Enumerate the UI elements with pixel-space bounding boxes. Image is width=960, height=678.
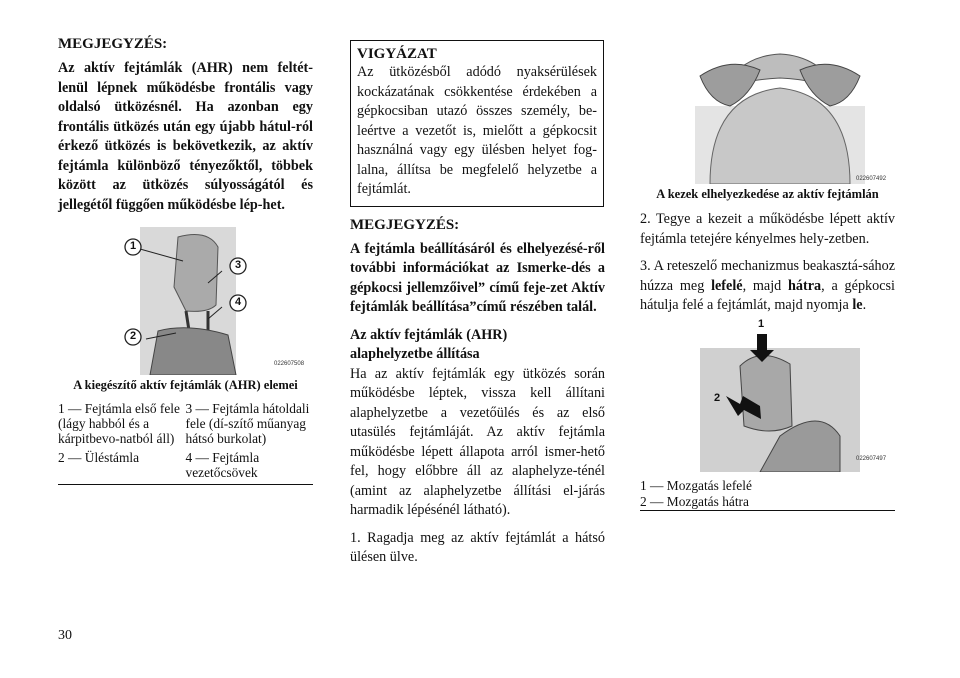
callout-2: 2	[130, 330, 137, 342]
figure-caption: A kiegészítő aktív fejtámlák (AHR) elemei	[73, 378, 298, 392]
legend-item: 1 — Mozgatás lefelé	[640, 477, 752, 493]
legend-item: 2 — Mozgatás hátra	[640, 493, 749, 509]
headrest-components-illustration	[58, 227, 313, 375]
callout-1: 1	[130, 240, 137, 252]
legend-item: 4 — Fejtámla vezetőcsövek	[185, 450, 260, 480]
hands-on-headrest-illustration	[640, 36, 895, 184]
section-heading-line-1: Az aktív fejtámlák (AHR)	[350, 326, 508, 343]
figure-code: 022607497	[856, 455, 887, 462]
legend-item: 3 — Fejtámla hátoldali fele (dí-szítő műanyag hátsó burkolat)	[185, 401, 310, 446]
reset-motion-figure	[640, 317, 895, 472]
step-3-down: lefelé	[711, 277, 743, 294]
step-2: 2. Tegye a kezeit a működésbe lépett aktív fejtámla tetejére kényelmes hely-zetben.	[640, 211, 895, 247]
left-column	[58, 36, 313, 485]
section-text: Ha az aktív fejtámlák egy ütközés során működésbe léptek, vissza kell állítani alaphelyzetbe a vezetőülés és az első utasülés fejtámláját. Az aktív fejtámla működésbe lépett állapota arról ismer-hető fel, hogy előbbre áll az alaphelyze-ténél (amint az alaphelyzetbe állítási el-járás harmadik lépésénél látható).	[350, 365, 605, 518]
legend-item: 2 — Üléstámla	[58, 450, 140, 465]
callout-2: 2	[714, 391, 721, 404]
note-heading: MEGJEGYZÉS:	[58, 36, 168, 52]
note-heading: MEGJEGYZÉS:	[350, 216, 460, 233]
figure-code: 022607508	[274, 361, 305, 367]
step-3-text: , majd	[742, 277, 789, 294]
page-number: 30	[58, 628, 72, 643]
section-heading	[350, 326, 605, 365]
note-text: Az aktív fejtámlák (AHR) nem feltét-lenül lépnek működésbe frontális vagy oldalsó ütközésnél. Ha azonban egy frontális ütközés után egy újabb hátul-ról érkező ütközés is bekövetkezik, az aktív fejtámla különböző tényezőktől, többek között az ütközés súlyosságától és jellegétől függően működésbe lép-het.	[58, 60, 313, 213]
headrest-components-figure	[58, 227, 313, 375]
step-1: 1. Ragadja meg az aktív fejtámlát a hátsó ülésen ülve.	[350, 529, 605, 565]
step-3-back: hátra	[788, 277, 822, 294]
reset-motion-illustration	[640, 326, 895, 472]
step-3-text: .	[862, 297, 867, 313]
callout-3: 3	[235, 259, 242, 271]
right-column	[640, 36, 895, 511]
step-3	[640, 257, 895, 316]
warning-heading: VIGYÁZAT	[357, 46, 437, 62]
step-3-text: , a gépkocsi hátulja felé a fejtámlát, majd nyomja	[640, 277, 895, 313]
step-3-press: le	[852, 297, 863, 313]
warning-box	[350, 40, 604, 207]
callout-4: 4	[235, 296, 242, 308]
figure-code: 022607492	[856, 176, 887, 182]
callout-1: 1	[758, 317, 765, 330]
hands-on-headrest-figure	[640, 36, 895, 184]
middle-column	[350, 40, 605, 568]
step-3-text: 3. A reteszelő mechanizmus beakasztá-sához húzza meg	[640, 258, 895, 294]
figure-legend	[58, 401, 313, 485]
legend-item: 1 — Fejtámla első fele (lágy habból és a kárpitbevo-natból áll)	[58, 401, 180, 446]
warning-text: Az ütközésből adódó nyaksérülések kockázatának csökkentése érdekében a gépkocsiban utazó összes személy, be-leértve a vezetőt is, mielőtt a gépkocsit használná vagy egy ülésben helyet fog-lalna, állítsa be megfelelő helyzetbe a fejtámlát.	[357, 64, 597, 197]
figure-caption: A kezek elhelyezkedése az aktív fejtámlán	[656, 187, 879, 201]
section-heading-line-2: alaphelyzetbe állítása	[350, 346, 480, 362]
note-text: A fejtámla beállításáról és elhelyezésé-ről további információkat az Ismerke-dés a gépkocsi jellemzőivel” című feje-zet Aktív fejtámlák beállítása”című részében talál.	[350, 240, 605, 315]
figure-legend	[640, 478, 895, 511]
